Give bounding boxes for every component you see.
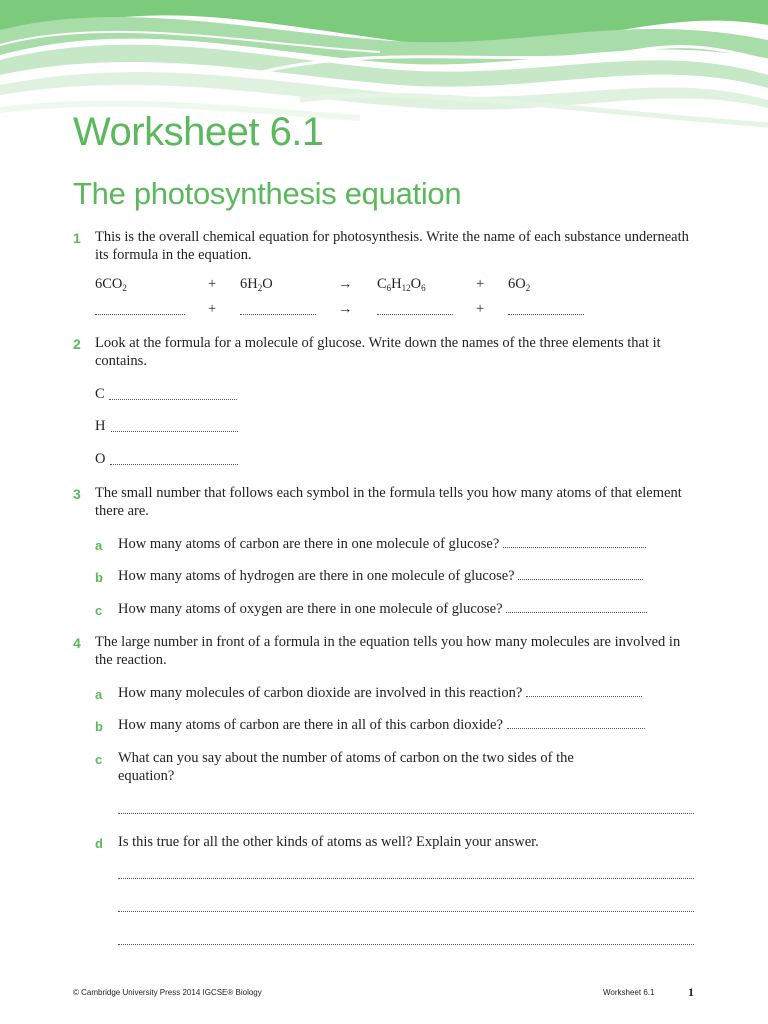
footer-worksheet-label: Worksheet 6.1 [603, 988, 655, 997]
question-number: 4 [73, 635, 81, 651]
part-question: How many atoms of carbon are there in all of this carbon dioxide? [118, 716, 698, 734]
formula-o2: $6O_2$ [508, 276, 531, 293]
page-number: 1 [688, 985, 694, 999]
part-question: What can you say about the number of atoms of carbon on the two sides of the equation? [118, 750, 574, 784]
arrow-sign: → [338, 276, 353, 292]
part-question: How many atoms of carbon are there in one molecule of glucose? [118, 535, 698, 553]
part-question: How many atoms of hydrogen are there in one molecule of glucose? [118, 567, 698, 585]
part-letter: d [95, 836, 103, 851]
part-letter: a [95, 538, 103, 553]
part-letter: b [95, 570, 103, 585]
question-text: The small number that follows each symbol in the formula tells you how many atoms of that element there are. [95, 485, 682, 519]
answer-blank[interactable] [507, 716, 645, 729]
answer-line[interactable] [118, 943, 694, 945]
arrow-sign: → [338, 301, 353, 317]
element-label: O [95, 451, 106, 467]
formula-glucose: $C_6H_{12}O_6$ [377, 276, 426, 293]
worksheet-title: Worksheet 6.1 [73, 110, 324, 154]
plus-sign: + [208, 301, 217, 317]
answer-blank[interactable] [526, 684, 642, 697]
answer-line[interactable] [118, 812, 694, 814]
answer-blank[interactable] [109, 398, 237, 400]
question-text: The large number in front of a formula in the equation tells you how many molecules are involved in the reaction. [95, 634, 681, 668]
question-number: 1 [73, 230, 81, 246]
part-letter: a [95, 687, 103, 702]
question-number: 2 [73, 336, 81, 352]
copyright-footer: © Cambridge University Press 2014 IGCSE® Biology [73, 988, 262, 997]
question-text: This is the overall chemical equation for photosynthesis. Write the name of each substance underneath its formula in the equation. [95, 229, 689, 263]
answer-blank[interactable] [518, 567, 643, 580]
question-text: Look at the formula for a molecule of glucose. Write down the names of the three elements that it contains. [95, 335, 661, 369]
part-question: How many molecules of carbon dioxide are involved in this reaction? [118, 684, 698, 702]
answer-blank[interactable] [506, 600, 647, 613]
answer-blank[interactable] [508, 313, 584, 315]
answer-blank[interactable] [503, 535, 646, 548]
plus-sign: + [208, 276, 217, 292]
plus-sign: + [476, 276, 485, 292]
part-question: How many atoms of oxygen are there in one molecule of glucose? [118, 600, 698, 618]
answer-blank[interactable] [377, 313, 453, 315]
element-label: C [95, 386, 105, 402]
answer-line[interactable] [118, 910, 694, 912]
part-question: Is this true for all the other kinds of atoms as well? Explain your answer. [118, 834, 539, 850]
formula-h2o: $6H_2O$ [240, 276, 273, 293]
answer-blank[interactable] [95, 313, 185, 315]
part-letter: c [95, 603, 103, 618]
part-letter: b [95, 719, 103, 734]
worksheet-subtitle: The photosynthesis equation [73, 176, 462, 211]
answer-blank[interactable] [110, 463, 238, 465]
formula-co2: $6CO_2$ [95, 276, 127, 293]
answer-blank[interactable] [111, 430, 238, 432]
element-label: H [95, 418, 106, 434]
question-number: 3 [73, 486, 81, 502]
answer-line[interactable] [118, 877, 694, 879]
plus-sign: + [476, 301, 485, 317]
answer-blank[interactable] [240, 313, 316, 315]
part-letter: c [95, 752, 103, 767]
